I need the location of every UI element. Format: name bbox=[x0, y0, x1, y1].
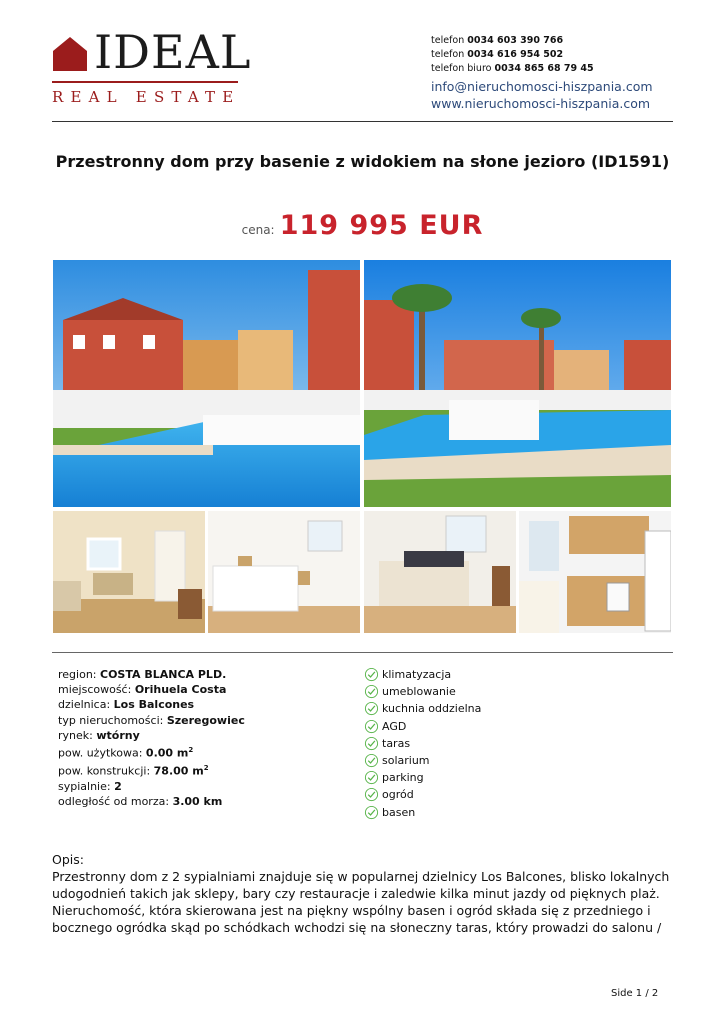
logo-house-icon bbox=[52, 36, 88, 72]
feature-item: basen bbox=[364, 804, 481, 821]
detail-sea-distance: odległość od morza: 3.00 km bbox=[58, 794, 223, 808]
feature-item: klimatyzacja bbox=[364, 666, 481, 683]
price-row bbox=[52, 210, 673, 241]
contact-web bbox=[431, 78, 653, 112]
feature-item: ogród bbox=[364, 786, 481, 803]
check-circle-icon bbox=[364, 667, 379, 682]
price-value: 119 995 EUR bbox=[279, 210, 484, 241]
logo-divider bbox=[52, 81, 238, 83]
email-link[interactable]: info@nieruchomosci-hiszpania.com bbox=[431, 79, 653, 94]
logo-tagline: REAL ESTATE bbox=[52, 88, 241, 106]
description bbox=[52, 851, 677, 936]
feature-item: solarium bbox=[364, 752, 481, 769]
feature-item: taras bbox=[364, 735, 481, 752]
logo-wordmark: IDEAL bbox=[94, 25, 252, 79]
photo-exterior-pool[interactable] bbox=[53, 260, 360, 507]
feature-item: umeblowanie bbox=[364, 683, 481, 700]
detail-town: miejscowość: Orihuela Costa bbox=[58, 683, 227, 697]
phone-line-2: telefon 0034 616 954 502 bbox=[431, 49, 564, 60]
page-number: Side 1 / 2 bbox=[611, 988, 659, 999]
check-circle-icon bbox=[364, 770, 379, 785]
detail-district: dzielnica: Los Balcones bbox=[58, 698, 195, 712]
check-circle-icon bbox=[364, 684, 379, 699]
property-details bbox=[58, 667, 245, 809]
website-link[interactable]: www.nieruchomosci-hiszpania.com bbox=[431, 96, 651, 111]
feature-item: kuchnia oddzielna bbox=[364, 700, 481, 717]
photo-bedroom-2[interactable] bbox=[364, 511, 516, 633]
description-text: Przestronny dom z 2 sypialniami znajduje się w popularnej dzielnicy Los Balcones, blisko lokalnych udogodnień takich jak sklepy, bary czy restauracje i zaledwie kilka minut jazdy od pięknych plaż. Nieruchomość, która skierowana jest na piękny wspólny basen i ogród składa się z przedniego i bocznego ogródka skąd po schódkach wchodzi się na słoneczny taras, który prowadzi do salonu / bbox=[52, 869, 670, 935]
description-heading: Opis: bbox=[52, 852, 84, 867]
check-circle-icon bbox=[364, 701, 379, 716]
detail-built-area: pow. konstrukcji: 78.00 $m^2$ bbox=[58, 763, 209, 778]
section-divider bbox=[52, 652, 673, 653]
photo-bedroom-1[interactable] bbox=[208, 511, 360, 633]
detail-bedrooms: sypialnie: 2 bbox=[58, 779, 122, 793]
photo-living-room[interactable] bbox=[53, 511, 205, 633]
detail-usable-area: pow. użytkowa: 0.00 $m^2$ bbox=[58, 746, 194, 760]
check-circle-icon bbox=[364, 753, 379, 768]
listing-title: Przestronny dom przy basenie z widokiem na słone jezioro (ID1591) bbox=[55, 152, 670, 171]
check-circle-icon bbox=[364, 805, 379, 820]
contact-phones bbox=[431, 34, 594, 76]
detail-region: region: COSTA BLANCA PLD. bbox=[58, 668, 227, 681]
header-divider bbox=[52, 121, 673, 122]
feature-item: parking bbox=[364, 769, 481, 786]
feature-item: AGD bbox=[364, 718, 481, 735]
phone-line-1: telefon 0034 603 390 766 bbox=[431, 35, 564, 46]
detail-type: typ nieruchomości: Szeregowiec bbox=[58, 713, 245, 727]
photo-kitchen[interactable] bbox=[519, 511, 671, 633]
features-list bbox=[364, 666, 481, 821]
photo-communal-pool[interactable] bbox=[364, 260, 671, 507]
check-circle-icon bbox=[364, 736, 379, 751]
phone-line-3: telefon biuro 0034 865 68 79 45 bbox=[431, 63, 594, 74]
check-circle-icon bbox=[364, 719, 379, 734]
price-label: cena: bbox=[241, 223, 275, 237]
detail-market: rynek: wtórny bbox=[58, 728, 140, 742]
check-circle-icon bbox=[364, 787, 379, 802]
